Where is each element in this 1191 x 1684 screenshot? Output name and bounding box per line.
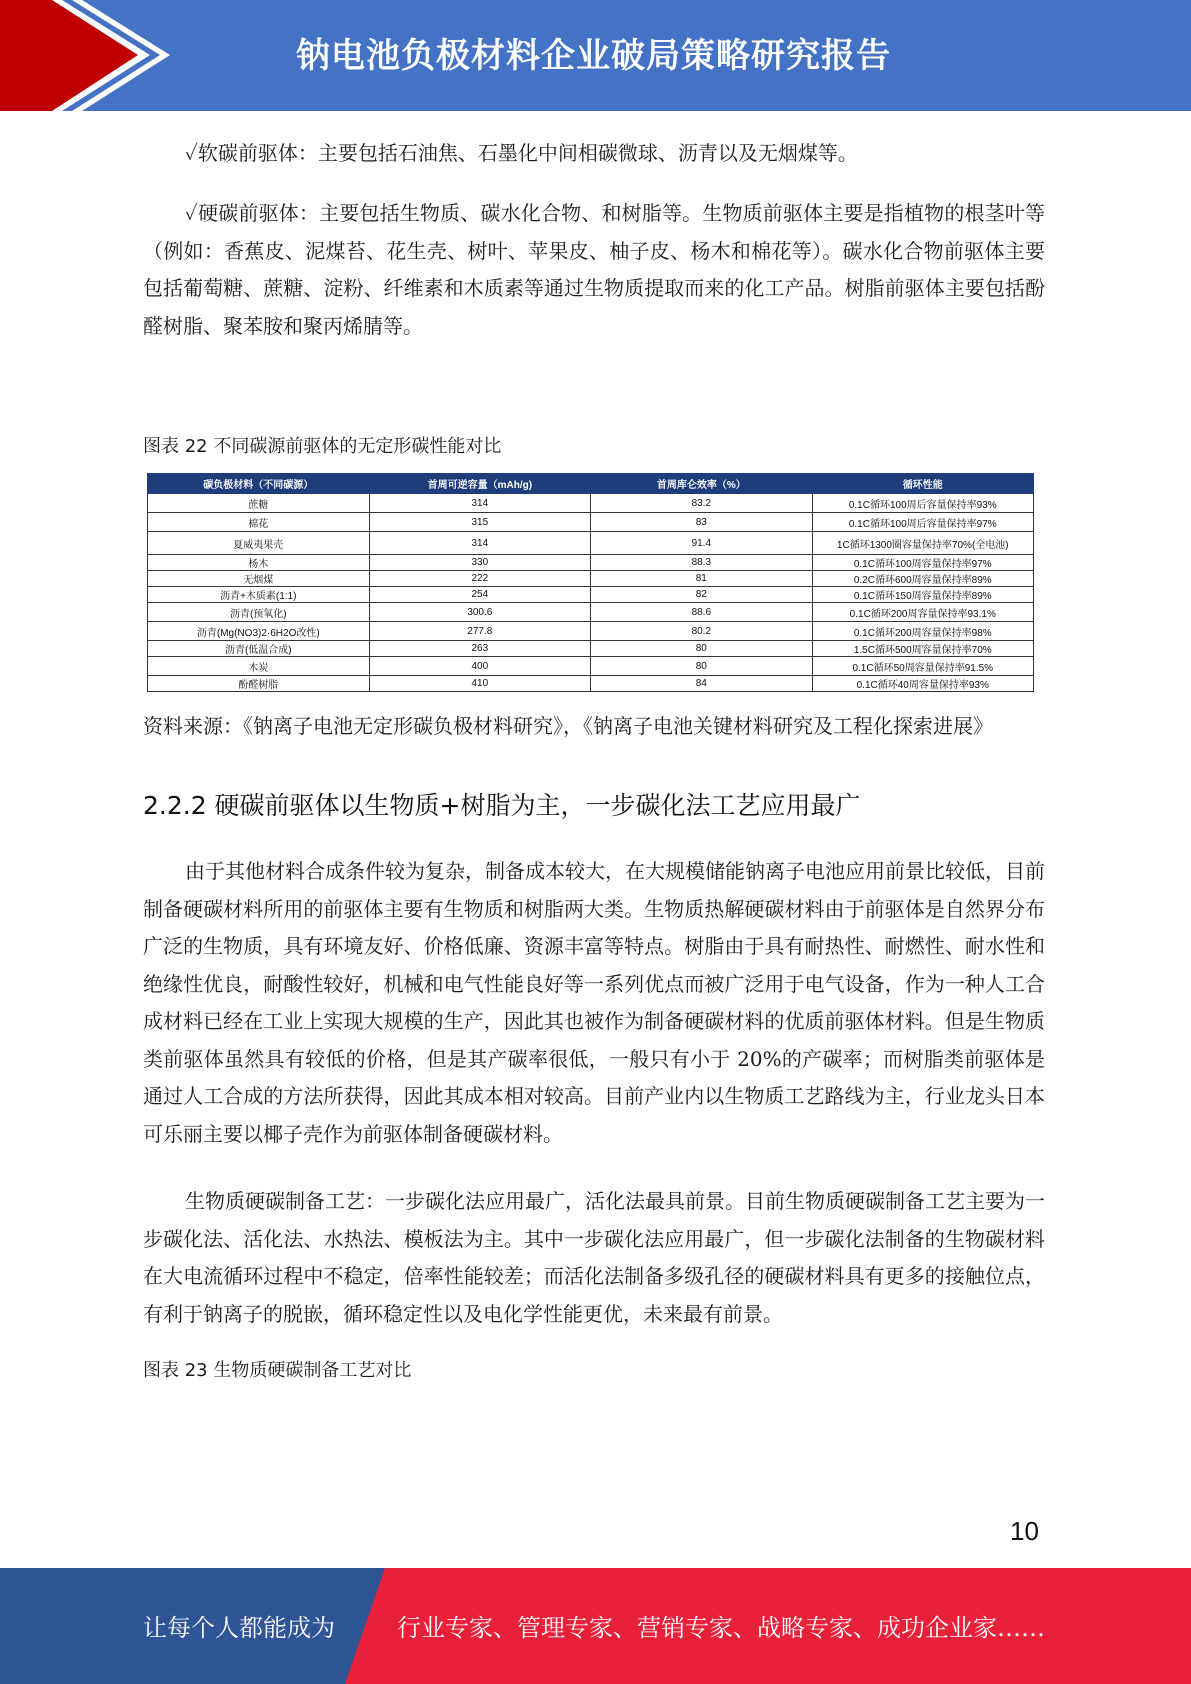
table-cell: 沥青(预氧化) (148, 603, 370, 622)
table-cell: 沥青(低温合成) (148, 641, 370, 657)
table-cell: 88.6 (591, 603, 812, 622)
table-cell: 222 (369, 571, 590, 587)
table-cell: 沥青+木质素(1:1) (148, 587, 370, 603)
footer-banner (0, 1568, 1191, 1684)
table-header-cell: 首周库仑效率（%） (591, 474, 812, 494)
table-cell: 410 (369, 676, 590, 692)
table-row (148, 494, 1034, 513)
section-paragraph-2: 生物质硬碳制备工艺：一步碳化法应用最广，活化法最具前景。目前生物质硬碳制备工艺主要为一步碳化法、活化法、水热法、模板法为主。其中一步碳化法应用最广，但一步碳化法制备的生物碳材料在大电流循环过程中不稳定，倍率性能较差；而活化法制备多级孔径的硬碳材料具有更多的接触位点，有利于钠离子的脱嵌，循环稳定性以及电化学性能更优，未来最有前景。 (143, 1189, 1045, 1326)
table-cell: 0.1C循环50周容量保持率91.5% (812, 657, 1033, 676)
table-row (148, 555, 1034, 571)
table-cell: 300.6 (369, 603, 590, 622)
table-cell: 88.3 (591, 555, 812, 571)
table-header-cell: 首周可逆容量（mAh/g) (369, 474, 590, 494)
table-row (148, 622, 1034, 641)
table-cell: 酚醛树脂 (148, 676, 370, 692)
table-row (148, 513, 1034, 532)
table-cell: 80 (591, 641, 812, 657)
table-cell: 83.2 (591, 494, 812, 513)
table-row (148, 641, 1034, 657)
table-cell: 棉花 (148, 513, 370, 532)
header-banner (0, 0, 1191, 111)
table-cell: 83 (591, 513, 812, 532)
table-cell: 254 (369, 587, 590, 603)
table-cell: 蔗糖 (148, 494, 370, 513)
table-cell: 330 (369, 555, 590, 571)
table-row (148, 532, 1034, 555)
figure-22-source: 资料来源：《钠离子电池无定形碳负极材料研究》，《钠离子电池关键材料研究及工程化探索进展》 (143, 714, 993, 738)
carbon-precursor-table (147, 473, 1034, 692)
table-cell: 无烟煤 (148, 571, 370, 587)
table-cell: 263 (369, 641, 590, 657)
table-cell: 400 (369, 657, 590, 676)
section-heading: 2.2.2 硬碳前驱体以生物质+树脂为主，一步碳化法工艺应用最广 (143, 791, 861, 820)
table-cell: 1C循环1300圈容量保持率70%(全电池) (812, 532, 1033, 555)
table-header-cell: 循环性能 (812, 474, 1033, 494)
table-header-cell: 碳负极材料（不同碳源） (148, 474, 370, 494)
table-cell: 0.1C循环200周容量保持率98% (812, 622, 1033, 641)
section-paragraph-1: 由于其他材料合成条件较为复杂，制备成本较大，在大规模储能钠离子电池应用前景比较低，目前制备硬碳材料所用的前驱体主要有生物质和树脂两大类。生物质热解硬碳材料由于前驱体是自然界分布广泛的生物质，具有环境友好、价格低廉、资源丰富等特点。树脂由于具有耐热性、耐燃性、耐水性和绝缘性优良，耐酸性较好，机械和电气性能良好等一系列优点而被广泛用于电气设备，作为一种人工合成材料已经在工业上实现大规模的生产，因此其也被作为制备硬碳材料的优质前驱体材料。但是生物质类前驱体虽然具有较低的价格，但是其产碳率很低，一般只有小于 20%的产碳率；而树脂类前驱体是通过人工合成的方法所获得，因此其成本相对较高。目前产业内以生物质工艺路线为主，行业龙头日本可乐丽主要以椰子壳作为前驱体制备硬碳材料。 (143, 859, 1045, 1146)
table-cell: 277.8 (369, 622, 590, 641)
report-title: 钠电池负极材料企业破局策略研究报告 (296, 36, 891, 76)
soft-carbon-bullet: ✓软碳前驱体：主要包括石油焦、石墨化中间相碳微球、沥青以及无烟煤等。 (185, 141, 858, 165)
table-cell: 杨木 (148, 555, 370, 571)
table-cell: 0.1C循环150周容量保持率89% (812, 587, 1033, 603)
table-row (148, 657, 1034, 676)
table-cell: 82 (591, 587, 812, 603)
table-cell: 木炭 (148, 657, 370, 676)
table-row (148, 603, 1034, 622)
table-row (148, 676, 1034, 692)
table-cell: 80.2 (591, 622, 812, 641)
figure-23-caption: 图表 23 生物质硬碳制备工艺对比 (143, 1360, 412, 1381)
table-cell: 84 (591, 676, 812, 692)
table-cell: 0.1C循环100周后容量保持率97% (812, 513, 1033, 532)
table-cell: 315 (369, 513, 590, 532)
table-cell: 1.5C循环500周容量保持率70% (812, 641, 1033, 657)
table-cell: 0.2C循环600周容量保持率89% (812, 571, 1033, 587)
table-cell: 0.1C循环200周容量保持率93.1% (812, 603, 1033, 622)
table-cell: 0.1C循环100周后容量保持率93% (812, 494, 1033, 513)
table-cell: 0.1C循环40周容量保持率93% (812, 676, 1033, 692)
table-cell: 0.1C循环100周容量保持率97% (812, 555, 1033, 571)
page-number: 10 (1010, 1516, 1039, 1546)
table-cell: 91.4 (591, 532, 812, 555)
table-row (148, 587, 1034, 603)
table-cell: 80 (591, 657, 812, 676)
hard-carbon-bullet: ✓硬碳前驱体：主要包括生物质、碳水化合物、和树脂等。生物质前驱体主要是指植物的根茎叶等（例如：香蕉皮、泥煤苔、花生壳、树叶、苹果皮、柚子皮、杨木和棉花等）。碳水化合物前驱体主要包括葡萄糖、蔗糖、淀粉、纤维素和木质素等通过生物质提取而来的化工产品。树脂前驱体主要包括酚醛树脂、聚苯胺和聚丙烯腈等。 (143, 201, 1045, 338)
table-cell: 夏威夷果壳 (148, 532, 370, 555)
table-cell: 沥青(Mg(NO3)2·6H2O改性) (148, 622, 370, 641)
figure-22-caption: 图表 22 不同碳源前驱体的无定形碳性能对比 (143, 436, 502, 457)
footer-slogan-left: 让每个人都能成为 (143, 1614, 335, 1642)
table-header-row (148, 474, 1034, 494)
table-cell: 81 (591, 571, 812, 587)
footer-slogan-right: 行业专家、管理专家、营销专家、战略专家、成功企业家…… (397, 1614, 1045, 1642)
table-cell: 314 (369, 532, 590, 555)
table-cell: 314 (369, 494, 590, 513)
table-row (148, 571, 1034, 587)
